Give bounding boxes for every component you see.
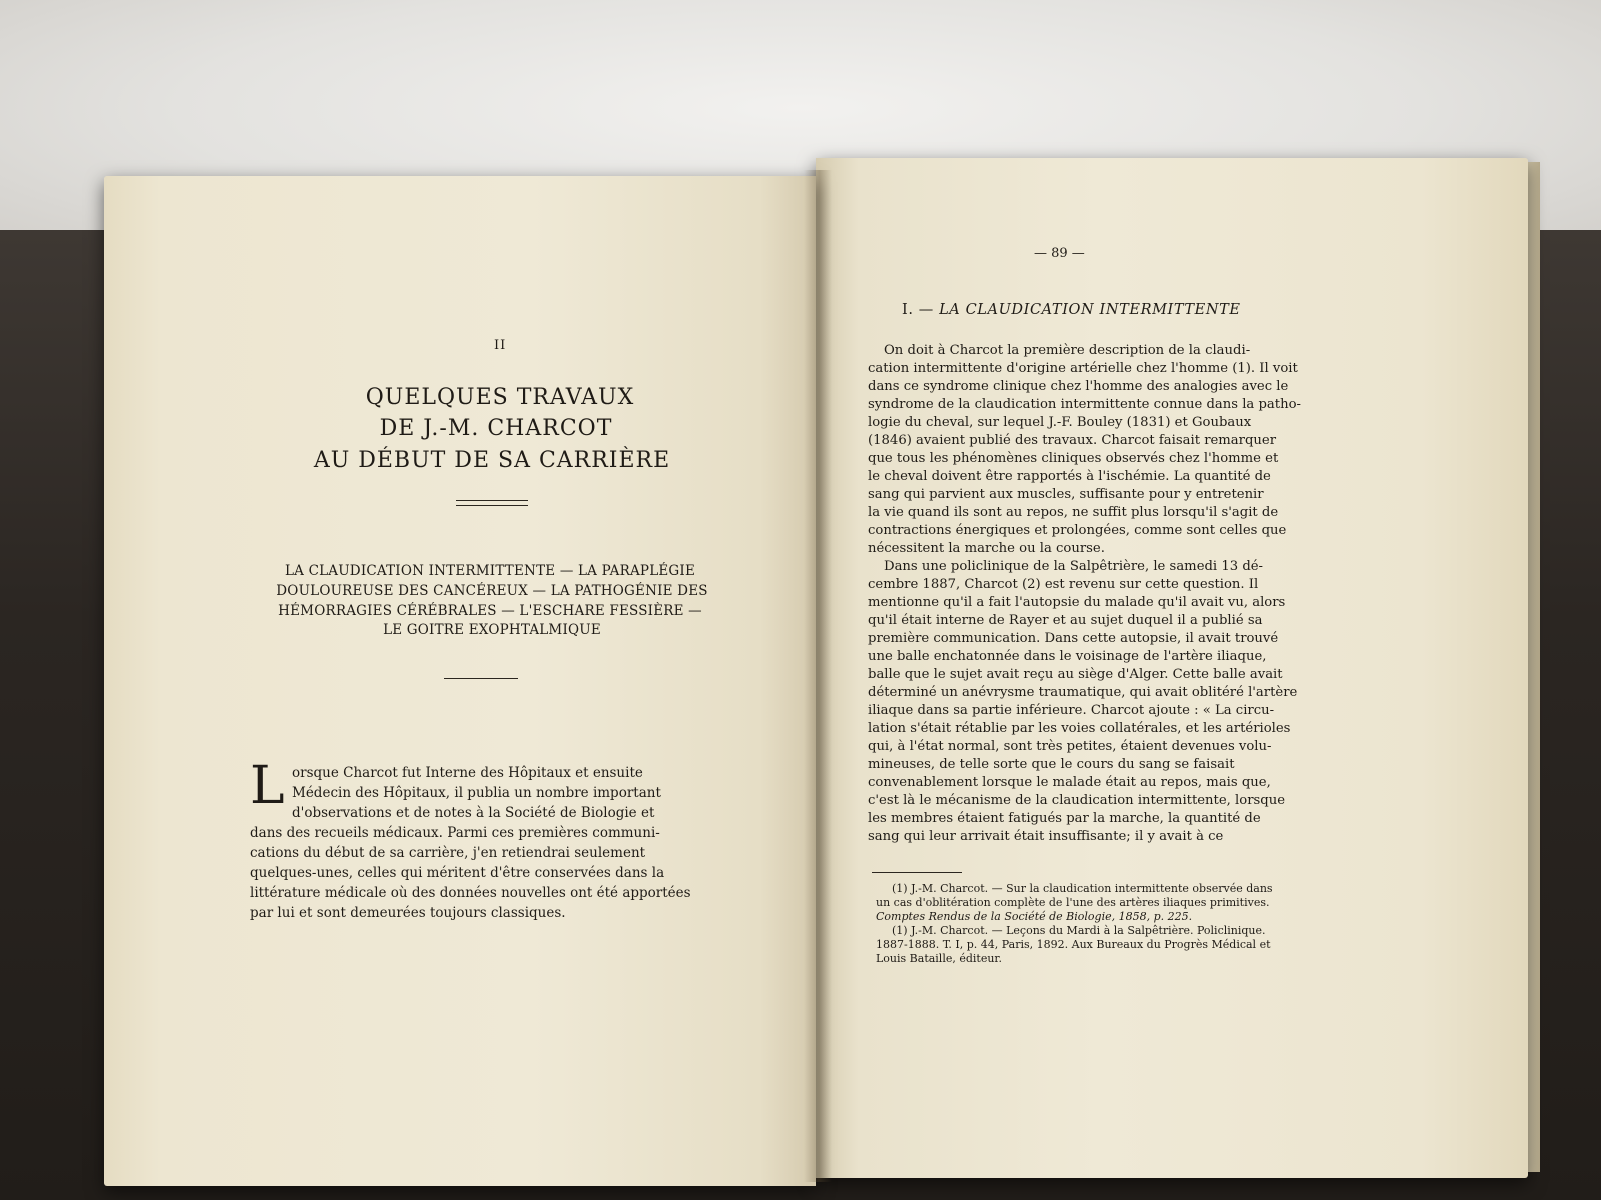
left-body-line: quelques-unes, celles qui méritent d'être conservées dans la [250, 865, 665, 881]
chapter-title-line-2: DE J.-M. CHARCOT [379, 416, 613, 441]
drop-cap: L [250, 756, 285, 816]
right-body-line: convenablement lorsque le malade était au repos, mais que, [868, 775, 1271, 790]
right-body-line: le cheval doivent être rapportés à l'ischémie. La quantité de [868, 469, 1271, 484]
chapter-number: II [494, 338, 507, 353]
right-body-line: déterminé un anévrysme traumatique, qui avait oblitéré l'artère [868, 685, 1298, 700]
right-body-line: sang qui parvient aux muscles, suffisante pour y entretenir [868, 487, 1264, 502]
right-body-line: nécessitent la marche ou la course. [868, 541, 1105, 556]
right-body-line: mineuses, de telle sorte que le cours du sang se faisait [868, 757, 1235, 772]
right-body-line: que tous les phénomènes cliniques observés chez l'homme et [868, 451, 1279, 466]
left-body-line: Médecin des Hôpitaux, il publia un nombre important [292, 785, 661, 801]
right-body-line: mentionne qu'il a fait l'autopsie du malade qu'il avait vu, alors [868, 595, 1286, 610]
subtitle-rule [444, 678, 518, 679]
chapter-title-line-1: QUELQUES TRAVAUX [365, 385, 635, 410]
left-body-line: littérature médicale où des données nouvelles ont été apportées [250, 885, 691, 901]
footnote-line: un cas d'oblitération complète de l'une des artères iliaques primitives. [876, 896, 1270, 909]
right-body-line: qu'il était interne de Rayer et au sujet duquel il a publié sa [868, 613, 1263, 628]
right-body-line: dans ce syndrome clinique chez l'homme des analogies avec le [868, 379, 1289, 394]
left-body-line: d'observations et de notes à la Société de Biologie et [292, 805, 655, 821]
footnote-line: (1) J.-M. Charcot. — Leçons du Mardi à la Salpêtrière. Policlinique. [892, 924, 1266, 937]
footnote-line: (1) J.-M. Charcot. — Sur la claudication intermittente observée dans [892, 882, 1273, 895]
right-body-line: première communication. Dans cette autopsie, il avait trouvé [868, 631, 1279, 646]
right-body-line: syndrome de la claudication intermittente connue dans la patho- [868, 397, 1301, 412]
left-body-line: dans des recueils médicaux. Parmi ces premières communi- [250, 825, 660, 841]
right-body-line: On doit à Charcot la première description de la claudi- [884, 343, 1251, 358]
right-body-line: les membres étaient fatigués par la marche, la quantité de [868, 811, 1261, 826]
right-body-line: cation intermittente d'origine artérielle chez l'homme (1). Il voit [868, 361, 1298, 376]
right-body-line: une balle enchatonnée dans le voisinage de l'artère iliaque, [868, 649, 1267, 664]
subtitle-line-3: HÉMORRAGIES CÉRÉBRALES — L'ESCHARE FESSIÈRE — [278, 603, 702, 619]
title-double-rule [456, 500, 528, 506]
section-heading [902, 302, 1241, 318]
right-body-line: sang qui leur arrivait était insuffisante; il y avait à ce [868, 829, 1224, 844]
right-body-line: (1846) avaient publié des travaux. Charcot faisait remarquer [868, 433, 1277, 448]
right-body-line: c'est là le mécanisme de la claudication intermittente, lorsque [868, 793, 1286, 808]
right-body-line: logie du cheval, sur lequel J.-F. Bouley (1831) et Goubaux [868, 415, 1252, 430]
footnote-line: Comptes Rendus de la Société de Biologie, 1858, p. 225. [876, 910, 1193, 923]
left-page [104, 176, 816, 1186]
right-body-line: la vie quand ils sont au repos, ne suffit plus lorsqu'il s'agit de [868, 505, 1279, 520]
right-body-line: balle que le sujet avait reçu au siège d'Alger. Cette balle avait [868, 667, 1283, 682]
left-body-line: cations du début de sa carrière, j'en retiendrai seulement [250, 845, 646, 861]
right-body-line: contractions énergiques et prolongées, comme sont celles que [868, 523, 1287, 538]
subtitle-line-4: LE GOITRE EXOPHTALMIQUE [383, 622, 601, 638]
subtitle-line-1: LA CLAUDICATION INTERMITTENTE — LA PARAPLÉGIE [284, 563, 695, 579]
right-body-line: Dans une policlinique de la Salpêtrière, le samedi 13 dé- [884, 559, 1264, 574]
book-gutter [804, 170, 832, 1182]
footnote-rule [872, 872, 962, 873]
open-book [92, 150, 1572, 1180]
right-body-line: qui, à l'état normal, sont très petites, étaient devenues volu- [868, 739, 1272, 754]
left-body-line: orsque Charcot fut Interne des Hôpitaux et ensuite [292, 765, 643, 781]
right-body-line: iliaque dans sa partie inférieure. Charcot ajoute : « La circu- [868, 703, 1275, 718]
subtitle-line-2: DOULOUREUSE DES CANCÉREUX — LA PATHOGÉNIE DES [276, 583, 708, 599]
right-body-line: lation s'était rétablie par les voies collatérales, et les artérioles [868, 721, 1291, 736]
section-title: LA CLAUDICATION INTERMITTENTE [939, 302, 1241, 318]
left-body-line: par lui et sont demeurées toujours classiques. [250, 905, 566, 921]
chapter-title-line-3: AU DÉBUT DE SA CARRIÈRE [313, 448, 671, 473]
right-body-line: cembre 1887, Charcot (2) est revenu sur cette question. Il [868, 577, 1259, 592]
footnote-line: Louis Bataille, éditeur. [876, 952, 1002, 965]
section-number: I. — [902, 302, 934, 318]
page-number: — 89 — [1034, 246, 1085, 261]
footnote-line: 1887-1888. T. I, p. 44, Paris, 1892. Aux Bureaux du Progrès Médical et [876, 938, 1271, 951]
